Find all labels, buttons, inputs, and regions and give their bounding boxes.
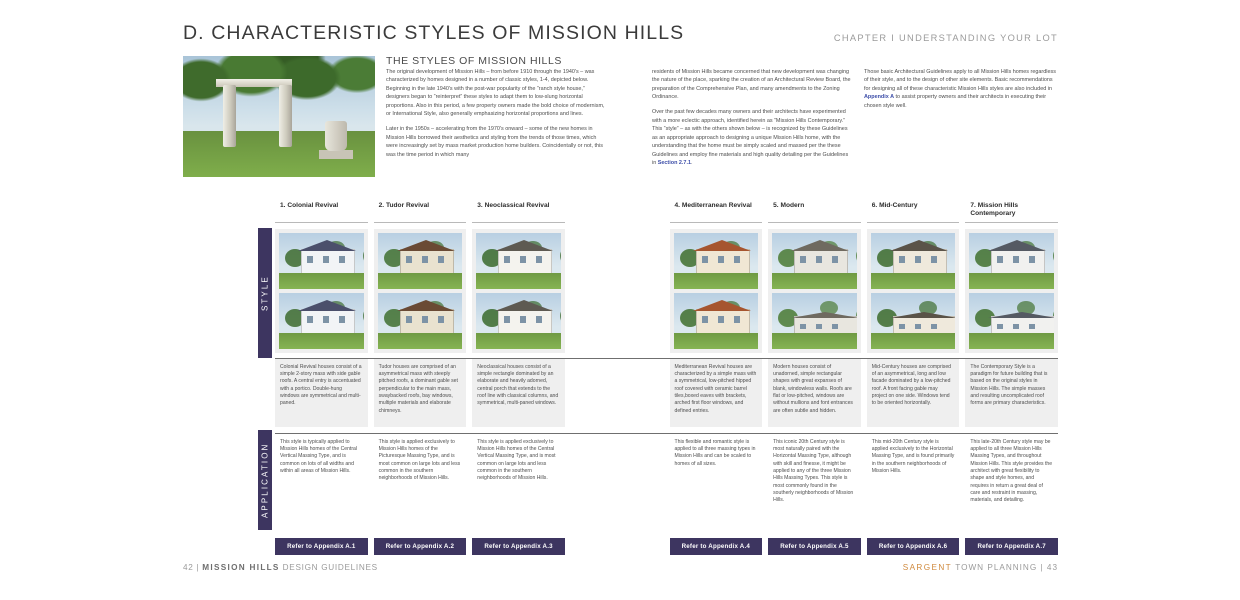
grid-gap-cell (571, 229, 664, 353)
photo-lawn (674, 273, 759, 289)
intro-column-3 (864, 68, 1056, 117)
photo-window (915, 256, 921, 263)
style-photos-7 (965, 229, 1058, 353)
photo-column-left (223, 85, 236, 147)
mid-century-house-photo-1 (871, 233, 956, 289)
photo-window (832, 324, 838, 329)
photo-roof (791, 312, 857, 318)
footer-sargent-brand: SARGENT (902, 563, 953, 572)
photo-window (520, 316, 526, 323)
photo-window (339, 316, 345, 323)
photo-window (307, 316, 313, 323)
photo-window (520, 256, 526, 263)
intro-paragraph: Later in the 1950s – accelerating from the 1970's onward – some of the new homes in Mission Hills borrowed their aesthetics and styling from the trends of those times, which were increasingly set by mass market production home builders. Coincidentally or not, this was the time period in which many (386, 126, 603, 158)
grid-gap-cell (571, 434, 664, 534)
styles-grid (275, 198, 1058, 555)
intro-column-1 (386, 68, 605, 166)
photo-window (536, 316, 542, 323)
style-application-6: This mid-20th Century style is applied exclusively to the Horizontal Massing Type, and is found primarily in the southern neighborhoods of Mission Hills. (871, 438, 955, 474)
photo-roof (890, 312, 956, 318)
footer-right-text: TOWN PLANNING | 43 (952, 563, 1058, 572)
style-application-7: This late-20th Century style may be applied to all three Mission Hills Massing Types, and throughout Mission Hills. This style provides the architect with great flexibility to shape and style homes, and requires in return a great deal of care and restraint in massing, materials, and detailing. (970, 438, 1053, 504)
photo-window (323, 256, 329, 263)
photo-window (800, 256, 806, 263)
page-title: D. CHARACTERISTIC STYLES OF MISSION HILLS (183, 22, 685, 44)
style-description-6: Mid-Century houses are comprised of an asymmetrical, long and low facade dominated by a low-pitched roof. A front facing gable may project on one side. Windows tend to be oriented horizontally. (867, 359, 960, 427)
appendix-button-cell-5 (768, 538, 861, 555)
style-description-4: Mediterranean Revival houses are characterized by a simple mass with a symmetrical, low-pitched hipped roof covered with ceramic barrel tiles,boxed eaves with brackets, arched first floor windows, and defined entries. (670, 359, 763, 427)
photo-roof (495, 240, 553, 251)
style-header-1[interactable]: 1. Colonial Revival (275, 198, 368, 223)
photo-window (406, 316, 412, 323)
photo-window (800, 324, 806, 329)
photo-window (1029, 256, 1035, 263)
photo-window (536, 256, 542, 263)
photo-window (899, 256, 905, 263)
photo-window (915, 324, 921, 329)
photo-window (438, 256, 444, 263)
style-description-7: The Contemporary Style is a paradigm for future building that is based on the original styles in Mission Hills. The simple masses and resulting uncomplicated roof forms are primary characteristics. (965, 359, 1058, 427)
photo-window (504, 256, 510, 263)
style-header-6[interactable]: 6. Mid-Century (867, 198, 960, 223)
refer-to-appendix-button-4[interactable]: Refer to Appendix A.4 (670, 538, 763, 555)
photo-lawn (772, 273, 857, 289)
intro-text: . (691, 160, 693, 167)
grid-gap-cell (571, 538, 664, 555)
photo-lawn (279, 333, 364, 349)
photo-window (734, 316, 740, 323)
style-photos-1 (275, 229, 368, 353)
photo-roof (693, 300, 751, 311)
appendix-button-cell-2 (374, 538, 467, 555)
colonial-revival-house-photo-1 (279, 233, 364, 289)
photo-roof (397, 300, 455, 311)
photo-lawn (772, 333, 857, 349)
modern-house-photo-2 (772, 293, 857, 349)
footer-page-number: 42 | (183, 563, 203, 572)
style-application-2: This style is applied exclusively to Mission Hills homes of the Picturesque Massing Type, and is most common on large lots and less common in the southern neighborhoods of Mission Hills. (378, 438, 461, 482)
photo-window (406, 256, 412, 263)
styles-application-row (275, 433, 1058, 534)
photo-roof (890, 240, 948, 251)
photo-lawn (871, 273, 956, 289)
mission-hills-contemporary-house-photo-2 (969, 293, 1054, 349)
tudor-revival-house-photo-1 (378, 233, 463, 289)
photo-window (702, 256, 708, 263)
photo-lawn (969, 273, 1054, 289)
photo-window (422, 316, 428, 323)
refer-to-appendix-button-5[interactable]: Refer to Appendix A.5 (768, 538, 861, 555)
photo-window (1013, 324, 1019, 329)
mid-century-house-photo-2 (871, 293, 956, 349)
intro-paragraph (864, 68, 1056, 110)
mission-hills-entry-gate-photo (183, 56, 375, 177)
grid-gap-cell (571, 198, 664, 223)
photo-window (1029, 324, 1035, 329)
photo-lawn (969, 333, 1054, 349)
style-application-4: This flexible and romantic style is applied to all three massing types in Mission Hills and can be scaled to homes of all sizes. (674, 438, 756, 467)
intro-paragraph: residents of Mission Hills became concerned that new development was changing the nature of the place, sparking the creation of an Architectural Review Board, the preparation of the Comprehensive Plan, and many amendments to the Zoning Ordinance. (652, 69, 851, 101)
intro-text: Over the past few decades many owners and their architects have experimented with a more eclectic approach, identified herein as “Mission Hills Contemporary.” This “style” – as with the others shown below – is recognized by these Guidelines as an appropriate approach to designing a unique Mission Hills home, with the understanding that the home must be simply scaled and massed per the these Guidelines and employ fine materials and high quality detailing per the Guidelines in (652, 109, 849, 167)
styles-description-row (275, 358, 1058, 427)
appendix-button-cell-6 (867, 538, 960, 555)
style-header-3[interactable]: 3. Neoclassical Revival (472, 198, 565, 223)
photo-window (438, 316, 444, 323)
photo-window (931, 256, 937, 263)
photo-urn (325, 121, 347, 151)
intro-text: Those basic Architectural Guidelines apply to all Mission Hills homes regardless of their style, and to the design of other site elements. Basic recommendations for designing all of these characteristic Mission Hills styles are also included in (864, 69, 1056, 92)
style-photos-5 (768, 229, 861, 353)
photo-window (702, 316, 708, 323)
photo-window (1013, 256, 1019, 263)
styles-photo-row (275, 229, 1058, 353)
photo-window (339, 256, 345, 263)
refer-to-appendix-button-3[interactable]: Refer to Appendix A.3 (472, 538, 565, 555)
photo-window (816, 324, 822, 329)
footer-subtitle: DESIGN GUIDELINES (279, 563, 378, 572)
mission-hills-contemporary-house-photo-1 (969, 233, 1054, 289)
style-photos-3 (472, 229, 565, 353)
photo-window (816, 256, 822, 263)
photo-roof (988, 240, 1046, 251)
colonial-revival-house-photo-2 (279, 293, 364, 349)
photo-window (931, 324, 937, 329)
photo-roof (693, 240, 751, 251)
tudor-revival-house-photo-2 (378, 293, 463, 349)
neoclassical-revival-house-photo-1 (476, 233, 561, 289)
photo-window (997, 256, 1003, 263)
grid-gap-cell (571, 359, 664, 427)
style-description-1: Colonial Revival houses consist of a simple 2-story mass with side gable roofs. A central entry is accentuated with a portico. Double-hung windows are symmetrical and multi-paned. (275, 359, 368, 427)
appendix-button-cell-3 (472, 538, 565, 555)
appendix-button-cell-7 (965, 538, 1058, 555)
photo-window (832, 256, 838, 263)
neoclassical-revival-house-photo-2 (476, 293, 561, 349)
style-application-3: This style is applied exclusively to Mission Hills homes of the Central Vertical Massing Type, and is most common on large lots and less common in the southern neighborhoods of Mission Hills. (477, 438, 556, 482)
photo-roof (298, 240, 356, 251)
style-header-2[interactable]: 2. Tudor Revival (374, 198, 467, 223)
intro-heading: THE STYLES OF MISSION HILLS (386, 55, 562, 67)
photo-window (323, 316, 329, 323)
refer-to-appendix-button-6[interactable]: Refer to Appendix A.6 (867, 538, 960, 555)
intro-paragraph (652, 108, 851, 167)
style-photos-6 (867, 229, 960, 353)
photo-window (718, 256, 724, 263)
photo-window (997, 324, 1003, 329)
photo-window (718, 316, 724, 323)
mediterranean-revival-house-photo-1 (674, 233, 759, 289)
style-description-5: Modern houses consist of unadorned, simple rectangular shapes with great expanses of blank, windowless walls. Roofs are flat or low-pitched, windows are without mullions and font entrances are often subtle and hidden. (768, 359, 861, 427)
photo-window (307, 256, 313, 263)
refer-to-appendix-button-7[interactable]: Refer to Appendix A.7 (965, 538, 1058, 555)
footer-left (183, 563, 378, 572)
photo-roof (495, 300, 553, 311)
footer-brand: MISSION HILLS (202, 563, 280, 572)
style-header-4[interactable]: 4. Mediterranean Revival (670, 198, 763, 223)
appendix-button-cell-4 (670, 538, 763, 555)
photo-lawn (871, 333, 956, 349)
chapter-breadcrumb: CHAPTER I UNDERSTANDING YOUR LOT (833, 33, 1058, 43)
modern-house-photo-1 (772, 233, 857, 289)
row-label-style: STYLE (258, 228, 272, 358)
style-photos-2 (374, 229, 467, 353)
photo-lawn (476, 273, 561, 289)
refer-to-appendix-button-1[interactable]: Refer to Appendix A.1 (275, 538, 368, 555)
photo-roof (791, 240, 849, 251)
photo-urn-base (319, 150, 353, 159)
intro-text: to assist property owners and their architects in executing their chosen style well. (864, 94, 1047, 109)
photo-window (422, 256, 428, 263)
photo-roof (988, 312, 1054, 318)
photo-lawn (378, 273, 463, 289)
intro-paragraph: The original development of Mission Hills – from before 1910 through the 1940's – was characterized by homes designed in a number of classic styles, 1-4, depicted below. Beginning in the late 1940's with the post-war popularity of the “ranch style house,” designers began to “reinterpret” these styles to adapt them to low-slung horizontal proportions. Also in this period, a few property owners made the bold choice of modernism, or International Style, also generally emphasizing horizontal proportions and lines. (386, 69, 605, 118)
style-application-5: This iconic 20th Century style is most naturally paired with the Horizontal Massing Type, although with skill and finesse, it might be applied to any of the three Mission Hills Massing Types. This style is most commonly found in the southerly neighborhoods of Mission Hills. (773, 438, 854, 504)
photo-roof (397, 240, 455, 251)
row-label-application: APPLICATION (258, 430, 272, 530)
styles-header-row (275, 198, 1058, 223)
photo-lawn (279, 273, 364, 289)
photo-lawn (674, 333, 759, 349)
photo-lawn (476, 333, 561, 349)
intro-column-2 (652, 68, 851, 174)
style-description-2: Tudor houses are comprised of an asymmetrical mass with steeply pitched roofs, a dominant gable set perpendicular to the main mass, swaybacked roofs, bay windows, multiple materials and elaborate chimneys. (374, 359, 467, 427)
footer-right (903, 563, 1058, 572)
photo-window (734, 256, 740, 263)
style-photos-4 (670, 229, 763, 353)
photo-window (899, 324, 905, 329)
photo-column-right (279, 85, 292, 147)
photo-window (504, 316, 510, 323)
style-header-7[interactable]: 7. Mission Hills Contemporary (965, 198, 1058, 223)
appendix-button-cell-1 (275, 538, 368, 555)
refer-to-appendix-button-2[interactable]: Refer to Appendix A.2 (374, 538, 467, 555)
mediterranean-revival-house-photo-2 (674, 293, 759, 349)
appendix-link[interactable]: Appendix A (864, 94, 895, 101)
styles-button-row (275, 538, 1058, 555)
style-application-1: This style is typically applied to Mission Hills homes of the Central Vertical Massing Type, and is common on lots of all widths and within all areas of Mission Hills. (280, 438, 358, 474)
style-header-5[interactable]: 5. Modern (768, 198, 861, 223)
photo-roof (298, 300, 356, 311)
style-description-3: Neoclassical houses consist of a simple rectangle dominated by an elaborate and heavily adorned, central porch that extends to the roof line with classical columns, and symmetrical, multi-paned windows. (472, 359, 565, 427)
section-link[interactable]: Section 2.7.1 (657, 160, 691, 167)
photo-lawn (378, 333, 463, 349)
